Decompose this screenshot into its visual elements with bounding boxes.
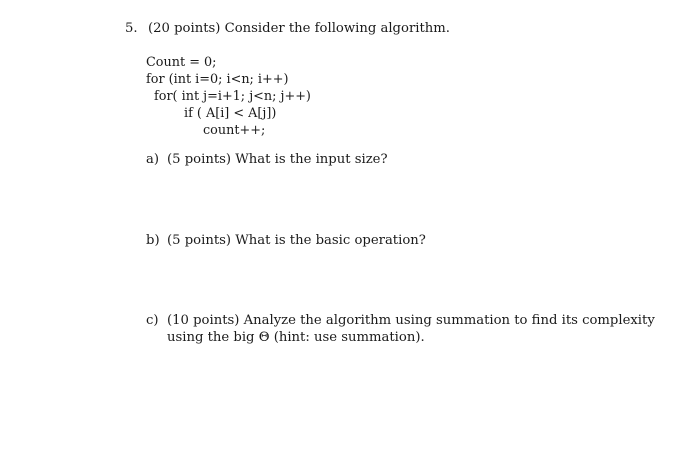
part-c-text-line-1: (10 points) Analyze the algorithm using summation to find its complexity bbox=[167, 313, 655, 328]
code-line-3: for( int j=i+1; j<n; j++) bbox=[154, 89, 311, 104]
part-c-letter: c) bbox=[146, 313, 159, 328]
part-b-text: (5 points) What is the basic operation? bbox=[167, 233, 426, 248]
question-number: 5. bbox=[125, 21, 138, 36]
code-line-1: Count = 0; bbox=[146, 55, 217, 70]
code-line-5: count++; bbox=[203, 123, 266, 138]
code-line-4: if ( A[i] < A[j]) bbox=[184, 106, 277, 121]
question-title: (20 points) Consider the following algorithm. bbox=[148, 21, 450, 36]
part-a-letter: a) bbox=[146, 152, 160, 167]
part-c-text-line-2: using the big Θ (hint: use summation). bbox=[167, 330, 425, 345]
code-line-2: for (int i=0; i<n; i++) bbox=[146, 72, 289, 87]
part-a-text: (5 points) What is the input size? bbox=[167, 152, 388, 167]
part-b-letter: b) bbox=[146, 233, 160, 248]
